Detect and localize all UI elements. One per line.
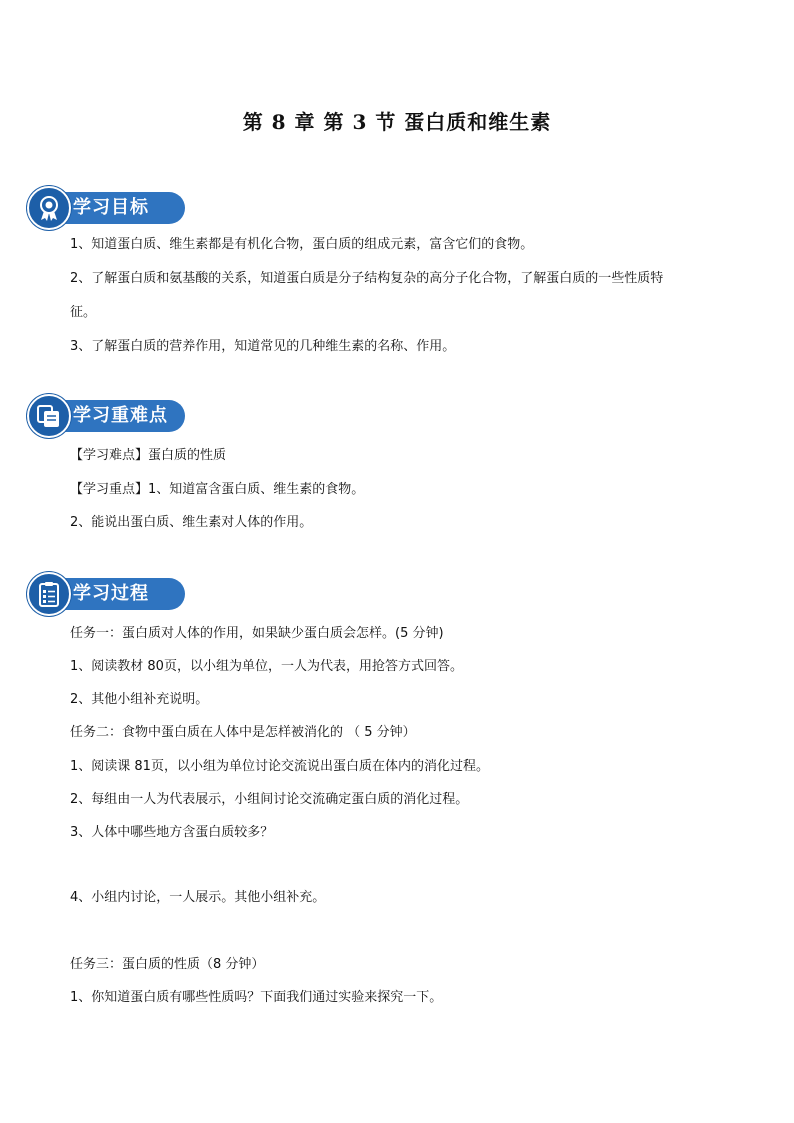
books-icon: [27, 394, 71, 438]
key-point-line: 【学习难点】蛋白质的性质: [70, 448, 227, 463]
process-line: 2、其他小组补充说明。: [70, 692, 209, 707]
key-point-line: 2、能说出蛋白质、维生素对人体的作用。: [70, 515, 313, 530]
process-line: 1、你知道蛋白质有哪些性质吗？下面我们通过实验来探究一下。: [70, 990, 443, 1005]
page-title: 第 8 章 第 3 节 蛋白质和维生素: [242, 110, 552, 134]
goal-line: 1、知道蛋白质、维生素都是有机化合物，蛋白质的组成元素，富含它们的食物。: [70, 237, 534, 252]
section-banner-goals: [27, 186, 185, 230]
process-line: 任务一：蛋白质对人体的作用，如果缺少蛋白质会怎样。(5 分钟): [70, 626, 444, 641]
process-line: 1、阅读教材 80页，以小组为单位，一人为代表，用抢答方式回答。: [70, 659, 463, 674]
process-line: 2、每组由一人为代表展示，小组间讨论交流确定蛋白质的消化过程。: [70, 792, 469, 807]
process-line: 任务二：食物中蛋白质在人体中是怎样被消化的 （ 5 分钟）: [70, 725, 416, 740]
section-heading: 学习过程: [73, 583, 149, 604]
goal-line: 3、了解蛋白质的营养作用，知道常见的几种维生素的名称、作用。: [70, 339, 456, 354]
section-banner-process: [27, 572, 185, 616]
section-heading: 学习重难点: [73, 405, 168, 426]
process-line: 3、人体中哪些地方含蛋白质较多？: [70, 825, 274, 840]
process-line: 任务三：蛋白质的性质（8 分钟）: [70, 957, 265, 972]
award-icon: [27, 186, 71, 230]
goal-line: 征。: [70, 305, 97, 320]
section-banner-key-points: [27, 394, 185, 438]
checklist-icon: [27, 572, 71, 616]
key-point-line: 【学习重点】1、知道富含蛋白质、维生素的食物。: [70, 482, 365, 497]
process-line: 1、阅读课 81页，以小组为单位讨论交流说出蛋白质在体内的消化过程。: [70, 759, 489, 774]
section-heading: 学习目标: [73, 197, 149, 218]
process-line: 4、小组内讨论，一人展示。其他小组补充。: [70, 890, 326, 905]
goal-line: 2、了解蛋白质和氨基酸的关系，知道蛋白质是分子结构复杂的高分子化合物，了解蛋白质的一些性质特: [70, 271, 664, 286]
